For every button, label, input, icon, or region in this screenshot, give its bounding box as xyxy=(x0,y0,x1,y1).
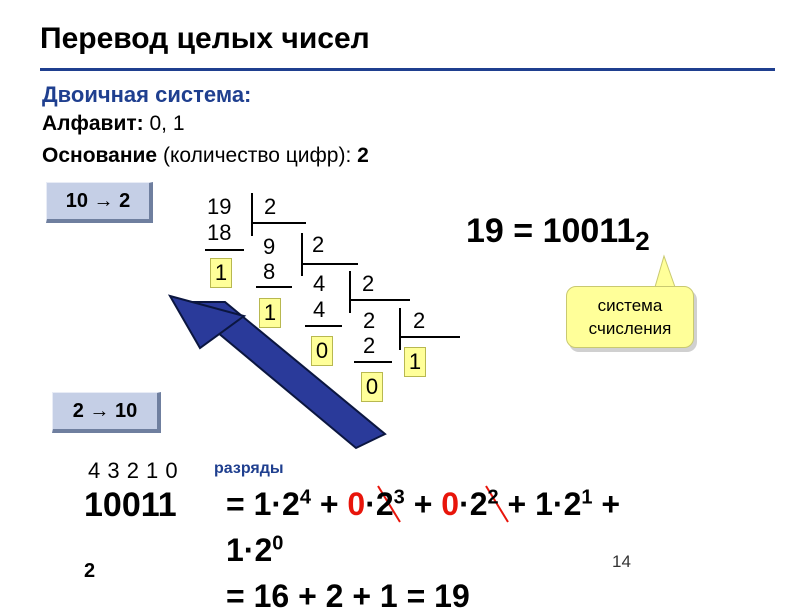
product-4: 4 xyxy=(313,297,326,322)
exp-5: 0 xyxy=(272,532,284,555)
divisor-1: 2 xyxy=(264,194,277,219)
base-value: 2 xyxy=(357,144,369,167)
conversion-result xyxy=(466,212,650,257)
bin-to-dec-tag: 2 → 10 xyxy=(52,392,161,433)
result-value: 19 = 10011 xyxy=(466,212,636,250)
dividend-4: 4 xyxy=(313,271,326,296)
divisor-3: 2 xyxy=(362,271,375,296)
base-label: Основание xyxy=(42,144,158,167)
binary-number: 10011 xyxy=(84,486,177,524)
last-quotient: 1 xyxy=(404,347,426,377)
divisor-2: 2 xyxy=(312,232,325,257)
number-system-callout xyxy=(566,286,694,348)
term-2: ·2 xyxy=(365,486,394,522)
term-1: 1·2 xyxy=(253,486,300,522)
term-3: ·2 xyxy=(459,486,488,522)
term-4: 1·2 xyxy=(535,486,582,522)
positions-label: разряды xyxy=(214,460,284,477)
remainder-4: 0 xyxy=(361,372,383,402)
binary-system-heading: Двоичная система: xyxy=(42,82,252,107)
plus-4: + xyxy=(592,486,621,522)
plus-2: + xyxy=(404,486,442,522)
expansion-line-2 xyxy=(226,532,283,569)
digit-positions: 4 3 2 1 0 xyxy=(88,458,179,483)
page-number: 14 xyxy=(612,552,631,571)
product-2: 2 xyxy=(363,333,376,358)
exp-3: 2 xyxy=(487,486,499,509)
dividend-2: 2 xyxy=(363,308,376,333)
binary-number-base: 2 xyxy=(84,560,96,582)
remainder-2: 1 xyxy=(259,298,281,328)
equals-sign: = xyxy=(226,486,254,522)
dividend-9: 9 xyxy=(263,234,276,259)
remainder-1: 1 xyxy=(210,258,232,288)
slide-title: Перевод целых чисел xyxy=(40,22,370,55)
exp-4: 1 xyxy=(581,486,593,509)
plus-3: + xyxy=(498,486,536,522)
result-base: 2 xyxy=(635,225,650,256)
dividend-19: 19 xyxy=(207,194,232,219)
callout-line-2: счисления xyxy=(588,319,672,338)
remainder-3: 0 xyxy=(311,336,333,366)
expansion-line-1 xyxy=(226,486,620,523)
plus-1: + xyxy=(310,486,348,522)
base-description: (количество цифр): xyxy=(157,144,358,167)
alphabet-label: Алфавит: xyxy=(42,112,144,135)
dec-to-bin-tag: 10 → 2 xyxy=(46,182,153,223)
sum-line: = 16 + 2 + 1 = 19 xyxy=(226,578,470,614)
callout-line-1: система xyxy=(597,296,663,315)
exp-1: 4 xyxy=(299,486,311,509)
divisor-4: 2 xyxy=(413,308,426,333)
term-5: 1·2 xyxy=(226,532,273,568)
exp-2: 3 xyxy=(393,486,405,509)
zero-digit-1: 0 xyxy=(347,486,366,522)
zero-digit-2: 0 xyxy=(441,486,460,522)
alphabet-value: 0, 1 xyxy=(143,112,185,135)
product-8: 8 xyxy=(263,259,276,284)
callout-pointer xyxy=(655,256,675,287)
product-18: 18 xyxy=(207,220,232,245)
